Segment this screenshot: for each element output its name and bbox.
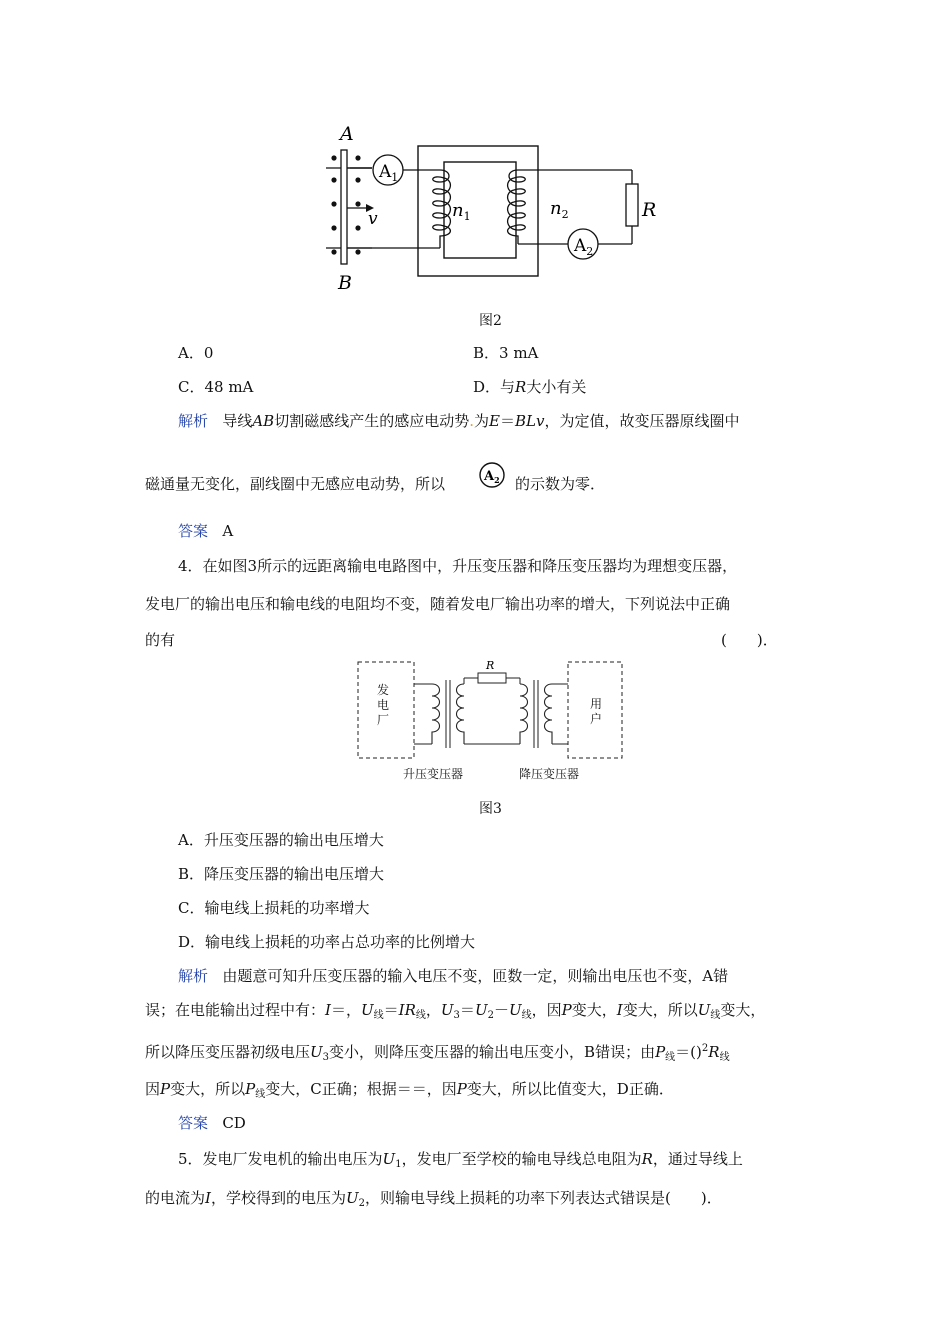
q4-option-d: D．输电线上损耗的功率占总功率的比例增大: [178, 933, 476, 951]
primary-coil: [433, 170, 451, 248]
q5-stem-line1: 5．发电厂发电机的输出电压为$U_1$，发电厂至学校的输电导线总电阻为R，通过导线上: [178, 1150, 743, 1170]
q3-answer-label: 答案: [178, 522, 209, 540]
label-v: v: [368, 209, 378, 229]
q3-answer: 答案 A: [178, 522, 234, 540]
label-n1: $n_1$: [452, 200, 471, 223]
q4-option-b: B．降压变压器的输出电压增大: [178, 865, 385, 883]
fig3-step-down-label: 降压变压器: [519, 767, 580, 781]
q3-option-b: B．3 mA: [473, 344, 539, 362]
fig3-label-r: R: [486, 659, 495, 672]
figure-3-transmission: [356, 656, 626, 784]
ammeter-a2-inline-icon: [475, 460, 509, 490]
resistor-r: [626, 184, 638, 226]
label-r: R: [642, 199, 657, 221]
q3-analysis-line2-end: 的示数为零．: [515, 475, 606, 493]
q3-analysis-line2: 磁通量无变化，副线圈中无感应电动势，所以: [145, 475, 446, 493]
q4-answer: 答案 CD: [178, 1114, 246, 1132]
q4-analysis-line1: 解析 由题意可知升压变压器的输入电压不变，匝数一定，则输出电压也不变，A错: [178, 967, 729, 985]
figure-2-circuit: [320, 118, 665, 296]
rod-ab: [341, 150, 347, 264]
fig3-user-label: 用户: [590, 697, 603, 726]
figure-3-caption: 图3: [479, 801, 502, 817]
label-a: A: [340, 123, 354, 145]
q4-stem-line2: 发电厂的输出电压和输电线的电阻均不变，随着发电厂输出功率的增大，下列说法中正确: [145, 595, 731, 613]
inline-a2-label: $A_2$: [484, 469, 500, 485]
q4-option-c: C．输电线上损耗的功率增大: [178, 899, 370, 917]
label-b: B: [338, 272, 352, 294]
q4-stem-line1: 4．在如图3所示的远距离输电电路图中，升压变压器和降压变压器均为理想变压器，: [178, 557, 738, 575]
transformer-core-outer: [418, 146, 538, 276]
q3-analysis-line1: 解析 导线AB切割磁感线产生的感应电动势.为E＝BLv，为定值，故变压器原线圈中: [178, 412, 740, 430]
label-a1: $A_1$: [379, 162, 399, 184]
figure-2-caption: 图2: [479, 313, 502, 329]
q4-analysis-line3: 所以降压变压器初级电压$U_3$变小，则降压变压器的输出电压变小，B错误；由$P_线=()^2R_线$: [145, 1043, 730, 1063]
q4-analysis-line2: 误；在电能输出过程中有：I＝，$U_线=IR_线$，$U_3=U_2-U_线$，因P变大，I变大，所以$U_线$变大，: [145, 1001, 766, 1021]
q4-option-a: A．升压变压器的输出电压增大: [178, 831, 384, 849]
q3-option-c: C．48 mA: [178, 378, 254, 396]
fig3-step-up-label: 升压变压器: [403, 767, 464, 781]
q3-analysis-label: 解析: [178, 412, 209, 430]
q3-option-d: D．与R大小有关: [473, 378, 587, 396]
q4-stem-line3: 的有: [145, 631, 176, 649]
label-n2: $n_2$: [550, 198, 569, 221]
q4-stem-paren: ( )．: [721, 631, 778, 649]
q3-option-a: A．0: [178, 344, 214, 362]
line-resistor-r: [478, 673, 506, 683]
fig3-plant-label: 发电厂: [377, 683, 390, 727]
q4-analysis-line4: 因P变大，所以$P_线$变大，C正确；根据＝＝，因P变大，所以比值变大，D正确．: [145, 1080, 674, 1100]
q4-analysis-label: 解析: [178, 967, 209, 985]
q4-answer-label: 答案: [178, 1114, 209, 1132]
q5-stem-line2: 的电流为I，学校得到的电压为$U_2$，则输电导线上损耗的功率下列表达式错误是( )．: [145, 1189, 722, 1209]
label-a2: $A_2$: [574, 236, 594, 258]
